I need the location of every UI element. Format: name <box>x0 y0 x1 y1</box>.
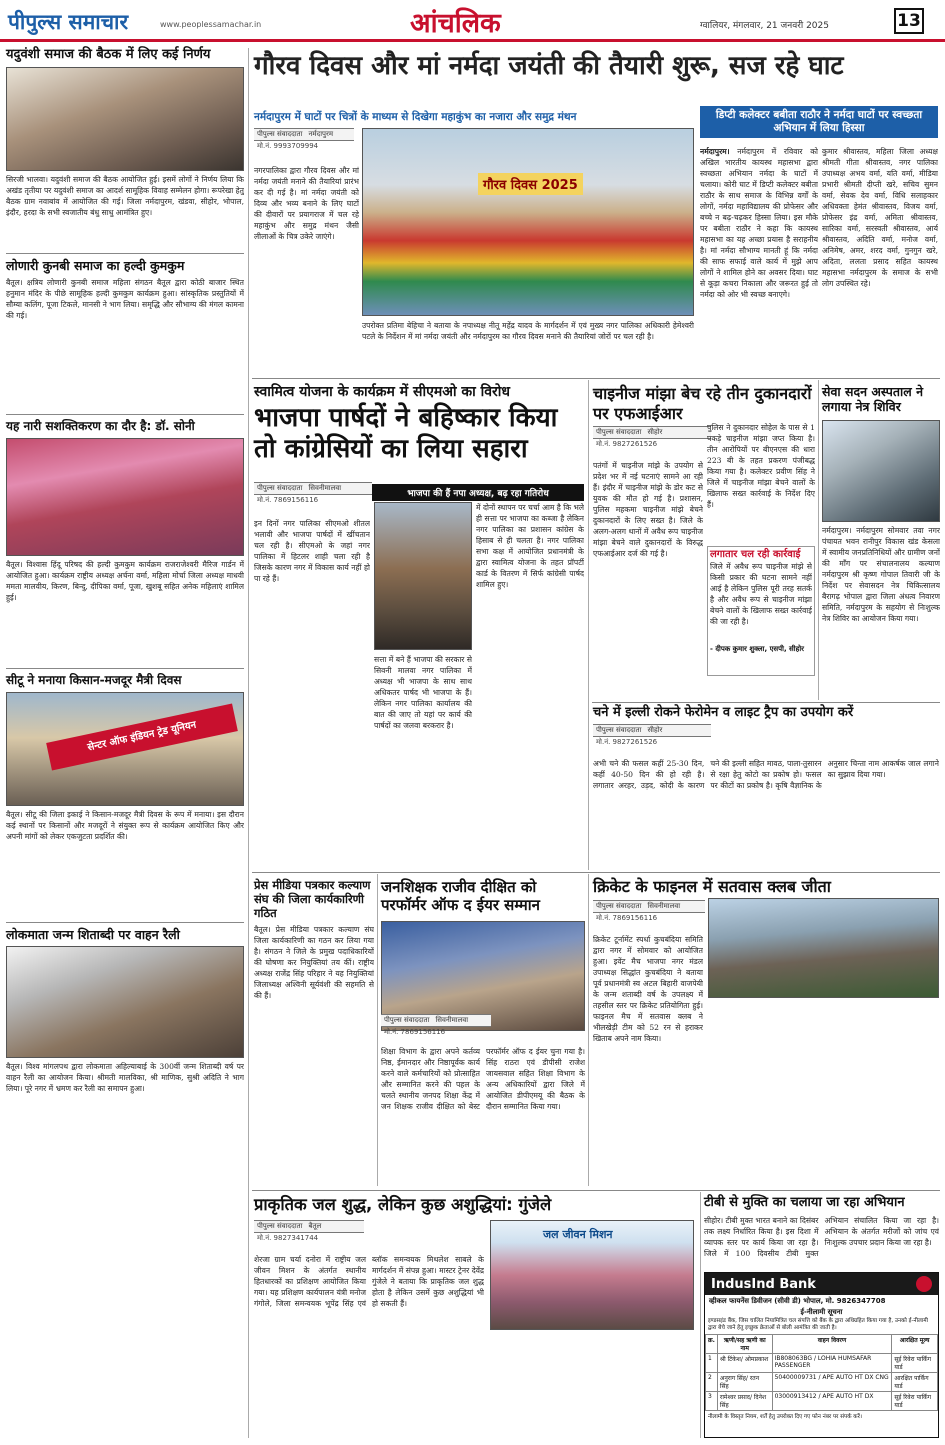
byline-mobile: मो.नं. 7869156116 <box>596 914 658 922</box>
meeting-photo <box>6 67 244 171</box>
water-byline <box>254 1220 364 1244</box>
lead-headline: गौरव दिवस और मां नर्मदा जयंती की तैयारी शुरू, सज रहे घाट <box>254 51 844 81</box>
manjha-body-2: पुलिस ने दुकानदार सोहेल के पास से 1 पकड़े चाइनीज मांझा जप्त किया है। तीन आरोपियों पर बीएनएस की धारा 223 बी के तहत प्रकरण पंजीबद्ध किया गया है। कलेक्टर प्रवीण सिंह ने जिले में चाइनीज मांझा बेचने वालों के खिलाफ सख्त कार्रवाई के निर्देश दिए हैं। <box>707 423 815 509</box>
auction-table <box>705 1334 938 1411</box>
eye-camp-story <box>822 384 940 693</box>
byline-mobile: मो.नं. 9993709994 <box>257 142 319 150</box>
ghat-photo <box>362 128 694 316</box>
story-headline: सीटू ने मनाया किसान-मजदूर मैत्री दिवस <box>6 668 244 688</box>
byline-source: पीपुल्स संवाददाता <box>257 1222 303 1230</box>
cricket-photo <box>708 898 939 998</box>
water-body-2 <box>490 1334 694 1430</box>
manjha-byline <box>593 426 711 450</box>
table-cell: 2 <box>706 1372 718 1391</box>
sidebar-body-text: नर्मदापुरम में रविवार को अखिल भारतीय कायस्थ महासभा द्वारा स्वच्छता अभियान नर्मदा के घाटों में चलाया। कोरी घाट में डिप्टी कलेक्टर बबीता राठौर के साथ समाज के विभिन्न वर्गों के लोगों, नर्मदा महाविद्यालय की प्रोफेसर और बच्चे न बढ़-चढ़कर हिस्सा लिया। इस मौके पर बबीता राठौर ने कहा कि कायस्थ महासभा का यह अच्छा प्रयास है सराहनीय है। मां नर्मदा सौभाग्य मानती हूं कि नर्मदा की साफ सफाई वाले कार्य में मुझे आप लोगों ने शामिल होने का अवसर दिया। घाट से कूड़ा कचरा निकाला और जरूरत हुई तो नर्मदा को ओर भी स्वच्छ बनाएगे। <box>700 147 818 299</box>
table-row <box>706 1353 938 1372</box>
eye-camp-body: नर्मदापुरम। नर्मदापुरम सोमवार तवा नगर पंचायत भवन रानीपुर विकास खंड केसला में स्वामीय जनप्रतिनिधियों और ग्रामीण जनों की माँग पर संचालनालय कल्याण नर्मदापुरम श्री कृष्ण गोपाल तिवारी जी के निर्देश पर सेवासदन नेत्र चिकित्सालय बैरागढ़ भोपाल द्वारा जिला अंधत्व निवारण समिति, नर्मदापुरम के सहयोग से निःशुल्क नेत्र शिविर का आयोजन किया गया। <box>822 526 940 623</box>
lead-body-2: उपरोक्त प्रतिमा बेहिचा ने बताया के नपाध्यक्ष नीतू महेंद्र यादव के मार्गदर्शन में एवं मुख्य नगर पालिका अधिकारी हेमेश्वरी पटले के निर्देशन में मां नर्मदा जयंती और नर्मदापुरम का गौरव दिवस मनाने की तैयारियां जोरों पर चल रही है। <box>362 321 694 341</box>
box-title: लगातार चल रही कार्रवाई <box>710 549 801 560</box>
lead-story <box>254 52 939 82</box>
water-headline: प्राकृतिक जल शुद्ध, लेकिन कुछ अशुद्धियां: गुंजेले <box>254 1195 552 1214</box>
mid-body-1: इन दिनों नगर पालिका सीएमओ शीतल भलावी और भाजपा पार्षदों में खींचतान चल रही है। सीएमओ के जहां नगर पालिका में हिटलर शाही चला रही है जिसके कारण नगर में विकास कार्य नहीं हो पा रहे हैं। <box>254 519 370 583</box>
table-cell: IB808063BG / LOHIA HUMSAFAR PASSENGER <box>772 1353 892 1372</box>
press-club-story <box>254 878 374 1202</box>
table-row <box>706 1391 938 1410</box>
sidebar-place: नर्मदापुरम। <box>700 147 730 156</box>
byline-place: सिवनीमालवा <box>435 1016 469 1024</box>
tb-headline: टीबी से मुक्ति का चलाया जा रहा अभियान <box>704 1195 905 1210</box>
forecast-body: अभी चने की फसल कहीं 25-30 दिन, कहीं 40-50 दिन की हो रही है। लगातार अरहर, उड़द, कोदी के कारण चने की इल्ली सहित मावठ, पाला-तुसारन से रक्षा हेतु कोटो का प्रकोष हो। फसल पर कीटों का प्रकोष है। कृषि वैज्ञानिक के अनुसार चिन्ता नाम आकर्षक जाल लगाने का सुझाव दिया गया। <box>593 759 939 790</box>
eye-camp-headline: सेवा सदन अस्पताल ने लगाया नेत्र शिविर <box>822 384 924 414</box>
union-banner: सेन्टर ऑफ इंडियन ट्रेड यूनियन <box>46 703 238 770</box>
table-cell: 50400009731 / APE AUTO HT DX CNG <box>772 1372 892 1391</box>
cricket-body: क्रिकेट टूर्नामेंट स्पर्धा कुचबंदिया समिति द्वारा नगर में सोमवार को आयोजित हुआ। इवेंट मैच भाजपा नगर मंडल उपाध्यक्ष सिद्धांत कुचबंदिया ने बताया पूर्व प्रधानमंत्री स्व अटल बिहारी वाजपेयी के जन्म शताब्दी वर्ष के उपलक्ष्य में तहसील स्तर पर क्रिकेट प्रतियोगिता हुई। फाइनल मैच में सतवास क्लब ने भीलखेड़ी टीम को 52 रन से हराकर खिताब अपने नाम किया। <box>593 935 703 1043</box>
byline-place: नर्मदापुरम <box>308 130 334 138</box>
section-rule <box>252 1190 940 1191</box>
ad-notice: ई-नीलामी सूचना <box>800 1308 843 1316</box>
rally-photo <box>6 946 244 1058</box>
byline-mobile: मो.नं. 9827261526 <box>596 440 658 448</box>
story-body: बैतूल। विश्व मांगलपथ द्वारा लोकमाता अहिल्याबाई के 300वीं जन्म शिताब्दी वर्ष पर वाहन रैली का आयोजन किया। श्रीमती मालविका, श्री माणिक, सुश्री अदिति ने भाग लिया। पूरे नगर में भ्रमण कर रैली का समापन हुआ। <box>6 1062 244 1094</box>
box-body: जिले में अवैध रूप चाइनीज मांझे से किसी प्रकार की घटना सामने नहीं आई है लेकिन पुलिस पूरी तरह सतर्क है और अवैध रूप से चाइनीज मांझा बेचने वालों के खिलाफ सख्त कार्रवाई की जा रही है। <box>710 561 812 626</box>
table-cell: अनुराग सिंह/ रतन सिंह <box>717 1372 772 1391</box>
masthead <box>0 0 945 42</box>
column-divider <box>248 48 249 1438</box>
story-body: बैतूल। सीटू की जिला इकाई ने किसान-मजदूर मैत्री दिवस के रूप में मनाया। इस दौरान कई स्थानों पर किसानों और मजदूरों ने संयुक्त रूप से कार्यक्रम आयोजित किए और अपनी मांगों को लेकर एकजुटता प्रदर्शित की। <box>6 809 244 841</box>
table-cell: 1 <box>706 1353 718 1372</box>
indusind-ad <box>704 1272 939 1438</box>
mid-body-2: सत्ता में बने हैं भाजपा की सरकार से सिवनी मालवा नगर पालिका में अध्यक्ष भी भाजपा के साथ साथ अधिकतर पार्षद भी भाजपा के हैं। लेकिन नगर पालिका कार्यालय की बात की जाए तो यहां पर कार्य की पार्षदों का जलवा बरकरार है। <box>374 655 472 730</box>
byline-mobile: मो.नं. 7869156116 <box>384 1028 446 1036</box>
page-number: 13 <box>894 8 924 34</box>
story-headline: यह नारी सशक्तिकरण का दौर है: डॉ. सोनी <box>6 414 244 434</box>
forecast-byline <box>593 724 711 748</box>
table-header: क्र. <box>706 1334 718 1353</box>
story-headline: यदुवंशी समाज की बैठक में लिए कई निर्णय <box>6 47 211 62</box>
box-signature: - दीपक कुमार शुक्ला, एसपी, सीहोर <box>710 644 804 653</box>
women-group-photo <box>6 438 244 556</box>
table-cell: रामेश्वर प्रसाद/ दिनेश सिंह <box>717 1391 772 1410</box>
story-body: सिरजी भालवा। यदुवंशी समाज की बैठक आयोजित हुई। इसमें लोगों ने निर्णय लिया कि अखंड तृतीया पर यदुवंशी समाज का आदर्श सामूहिक विवाह सम्मेलन होगा। रूपरेखा हेतु बैठक ग्राम नवाबांव में आयोजित की गई। जिला नर्मदापुरम, खंडवा, सीहोर, भोपाल, इंदौर, हरदा के सभी स्वजातीय बंधु साधु आमंत्रित हुए। <box>6 174 244 217</box>
column-divider <box>588 874 589 1186</box>
table-cell: 3 <box>706 1391 718 1410</box>
manjha-box <box>707 546 815 676</box>
table-cell: सूई रिवेरा पार्किंग यार्ड <box>892 1353 938 1372</box>
story-body: बैतूल। क्षत्रिय लोणारी कुनबी समाज महिला संगठन बैतूल द्वारा कोठी बाजार स्थित हनुमान मंदिर के पीछे सामूहिक हल्दी कुमकुम कार्यक्रम हुआ। सांस्कृतिक प्रस्तुतियों में सौम्या कलिंग, पूजा टिकले, मानसी ने भाग लिया। समृद्धि और सौभाग्य की मंगल कामना की गई। <box>6 278 244 321</box>
byline-place: सिवनीमालवा <box>308 484 342 492</box>
water-body: शेरजा ग्राम चर्या दनोरा में राष्ट्रीय जल जीवन मिशन के अंतर्गत स्थानीय हितधारकों का प्रशिक्षण आयोजित किया गया। यह प्रशिक्षण कार्यपालन यंत्री मनोज गंगोले, जिला समन्वयक भूपेंद्र सिंह एवं ब्लॉक समन्वयक मिथलेश साबले के मार्गदर्शन में संपन्न हुआ। मास्टर ट्रेनर देवेंद्र गुंजेले ने बताया कि प्राकृतिक जल शुद्ध होता है लेकिन उसमें कुछ अशुद्धियां भी हो सकती हैं। <box>254 1255 484 1308</box>
ad-footer: नीलामी के विस्तृत नियम, शर्तें हेतु उपरोक्त दिए गए फोन नंबर पर संपर्क करें। <box>708 1413 862 1420</box>
column-divider <box>377 874 378 1186</box>
lead-body-1: नगरपालिका द्वारा गौरव दिवस और मां नर्मदा जयंती मनाने की तैयारियां प्रारंभ कर दी गई है। मां नर्मदा जयंती को दिव्य और भव्य बनाने के लिए घाटों की दीवारों पर प्रयागराज में चल रहे महाकुंभ और समुद्र मंथन जैसी लीलाओं के चित्र उकेरे जाएंगे। <box>254 166 359 241</box>
brand-logo[interactable]: पीपुल्स समाचार <box>8 10 129 34</box>
lead-byline <box>254 128 354 152</box>
dateline: ग्वालियर, मंगलवार, 21 जनवरी 2025 <box>700 21 829 31</box>
cricket-headline: क्रिकेट के फाइनल में सतवास क्लब जीता <box>593 877 831 896</box>
story-headline: लोकमाता जन्म शिताब्दी पर वाहन रैली <box>6 922 244 942</box>
table-cell: सूई रिवेरा पार्किंग यार्ड <box>892 1391 938 1410</box>
sidebar-headline: डिप्टी कलेक्टर बबीता राठौर ने नर्मदा घाटों पर स्वच्छता अभियान में लिया हिस्सा <box>700 106 938 138</box>
table-row <box>706 1372 938 1391</box>
protest-photo <box>6 692 244 806</box>
ghat-sign: गौरव दिवस 2025 <box>478 173 583 195</box>
section-title: आंचलिक <box>410 8 501 39</box>
mid-byline <box>254 482 372 506</box>
ad-intro: इण्डसइंड बैंक, जिस चालित नियामित्रित चल संपत्ति को बैंक के द्वारा अधिग्रहित किया गया है, उनको ई-नीलामी द्वारा बेचे जाने हेतु इच्छुक क्रेताओं से बोली आमंत्रित की जाती है। <box>708 1318 928 1332</box>
manjha-story <box>593 384 815 423</box>
byline-source: पीपुल्स संवाददाता <box>384 1016 430 1024</box>
section-rule <box>252 872 940 873</box>
water-photo <box>490 1220 694 1330</box>
manjha-headline: चाइनीज मांझा बेच रहे तीन दुकानदारों पर एफआईआर <box>593 384 812 423</box>
office-photo <box>374 502 472 650</box>
website-link[interactable]: www.peoplessamachar.in <box>160 20 262 29</box>
tb-body: सीहोर। टीबी मुक्त भारत बनाने का दिसंबर तक लक्ष्य निर्धारित किया है। इस दिशा में व्यापक स्तर पर कार्य किया जा रहा है। जिले में 100 दिवसीय टीबी मुक्त अभियान संचालित किया जा रहा है। अभियान के अंतर्गत मरीजों को जांच एवं निःशुल्क उपचार प्रदान किया जा रहा है। <box>704 1215 939 1258</box>
byline-place: सीहोर <box>647 726 663 734</box>
byline-source: पीपुल्स संवाददाता <box>596 428 642 436</box>
press-club-body: बैतूल। प्रेस मीडिया पत्रकार कल्याण संघ जिला कार्यकारिणी का गठन कर लिया गया है। संगठन ने जिले के प्रमुख पदाधिकारियों की घोषणा कर नियुक्तियां तय कीं। राष्ट्रीय अध्यक्ष राजेंद्र सिंह परिहार ने यह नियुक्तियां जिलाध्यक्ष अश्विनी सूर्यवंशी की सहमति से की हैं। <box>254 925 374 1001</box>
table-cell: आरक्षित पार्किंग यार्ड <box>892 1372 938 1391</box>
press-club-headline: प्रेस मीडिया पत्रकार कल्याण संघ की जिला कार्यकारिणी गठित <box>254 878 371 921</box>
column-divider <box>700 1192 701 1438</box>
table-header: वाहन विवरण <box>772 1334 892 1353</box>
teacher-body: शिक्षा विभाग के द्वारा अपने कर्तव्य निष्ठ, ईमानदार और निष्ठापूर्वक कार्य करने वाले कर्मचारियों को प्रोत्साहित और सम्मानित करने की पहल के चलते स्थानीय जनपद शिक्षा केंद्र में जन शिक्षक राजीव दीक्षित को बेस्ट परफॉर्मर ऑफ द ईयर चुना गया है। सिंह राठरा एवं डीपीसी राजेश जायसवाल सहित शिक्षा विभाग के अन्य अधिकारियों द्वारा जिले में आयोजित डीपीएमयू की बैठक के दौरान सम्मानित किया गया। <box>381 1047 585 1111</box>
table-header: आरक्षित मूल्य <box>892 1334 938 1353</box>
byline-source: पीपुल्स संवाददाता <box>596 902 642 910</box>
sidebar-body <box>700 146 818 372</box>
lead-subhead: नर्मदापुरम में घाटों पर चित्रों के माध्यम से दिखेगा महाकुंभ का नजारा और समुद्र मंथन <box>254 111 577 123</box>
teacher-byline <box>381 1014 491 1038</box>
sidebar-body-2: कुमार श्रीवास्तव, महिला जिला अध्यक्ष श्रीमती गीता श्रीवास्तव, नगर पालिका उपाध्यक्ष अभय वर्मा, यति वर्मा, मीडिया प्रभारी श्रीमती दीप्ती खरे, सचिव सुमन वर्मा, सेवक देव वर्मा, विधि सलाहकार अधिवक्ता हेमंत श्रीवास्तव, विजय वर्मा, प्रोफेसर इंद्र वर्मा, अमिता श्रीवास्तव, सारिका वर्मा, सरस्वती श्रीवास्तव, आर्य श्रीवास्तव, अदिति वर्मा, मनोज वर्मा, अनिमेष, अमर, शरद वर्मा, गुनगुन खरे, अदिता, ललता प्रसाद सहित कायस्थ महासभा नर्मदापुरम के समाज के सभी लोग उपस्थित रहे। <box>822 147 938 288</box>
eye-camp-photo <box>822 420 940 522</box>
table-cell: श्री टिंकेश/ ओमप्रकाश <box>717 1353 772 1372</box>
mid-tag: भाजपा की हैं नपा अध्यक्ष, बढ़ रहा गतिरोध <box>372 484 584 501</box>
water-banner: जल जीवन मिशन <box>543 1228 613 1241</box>
section-rule <box>592 702 940 703</box>
mid-body-3: में दोनों स्थापन पर चर्चा आम है कि भले ही सत्ता पर भाजपा का कब्जा है लेकिन नगर पालिका का प्रशासन कांग्रेस के हिसाब से ही चलता है। नगर पालिका सभा कक्ष में आयोजित प्रधानमंत्री के द्वारा स्वामित्व योजना के तहत प्रॉपर्टी कार्ड के वितरण में सिर्फ कांग्रेसी पार्षद शामिल हुए। <box>476 503 584 589</box>
story-headline: लोणारी कुनबी समाज का हल्दी कुमकुम <box>6 253 244 273</box>
story-body: बैतूल। विश्वास हिंदू परिषद की हल्दी कुमकुम कार्यक्रम राजराजेश्वरी मैरिज गार्डन में आयोजित हुआ। कार्यक्रम राष्ट्रीय अध्यक्ष अर्चना वर्मा, महिला मोर्चा जिला अध्यक्ष माधवी ममता मालवीय, किरण, बिन्दु, दीपिका वर्मा, पूजा, खुशबू सहित अनेक महिलाएं शामिल हुई। <box>6 560 244 603</box>
byline-place: बैतूल <box>308 1222 322 1230</box>
byline-mobile: मो.नं. 7869156116 <box>257 496 319 504</box>
bank-name[interactable]: IndusInd Bank <box>711 1276 816 1292</box>
ad-branch: व्हीकल फायनेंस डिवीजन (सीवी डी) भोपाल, मो. 9826347708 <box>709 1297 886 1305</box>
tb-story <box>704 1196 939 1267</box>
column-divider <box>588 380 589 870</box>
byline-mobile: मो.नं. 9827341744 <box>257 1234 319 1242</box>
mid-lead-story <box>254 384 584 464</box>
mid-kicker: स्वामित्व योजना के कार्यक्रम में सीएमओ का विरोध <box>254 384 511 400</box>
manjha-body: पतंगों में चाइनीज मांझे के उपयोग से प्रदेश भर में नई घटनाएं सामने आ रही हैं। इंदौर में चाइनीज मांझे के डोर कट से युवक की मौत हो गई है। प्रशासन, पुलिस महकमा चाइनीज मांझे बेचने दुकानदारों के लिए सख्त है। जिले के अलग-अलग थानों में अवैध रूप चाइनीज मांझा बेचने वाले दुकानदारों के विरुद्ध एफआईआर दर्ज की गई है। <box>593 461 703 558</box>
left-column <box>6 48 244 1253</box>
column-divider <box>818 380 819 700</box>
section-rule <box>252 378 940 379</box>
forecast-headline: चने में इल्ली रोकने फेरोमेन व लाइट ट्रैप का उपयोग करें <box>593 705 854 720</box>
byline-source: पीपुल्स संवाददाता <box>596 726 642 734</box>
byline-mobile: मो.नं. 9827261526 <box>596 738 658 746</box>
teacher-story <box>381 878 585 1031</box>
byline-source: पीपुल्स संवाददाता <box>257 130 303 138</box>
table-cell: 03000913412 / APE AUTO HT DX <box>772 1391 892 1410</box>
bank-logo-icon <box>916 1276 932 1292</box>
sidebar-news <box>700 106 938 138</box>
cricket-story <box>593 878 939 896</box>
teacher-headline: जनशिक्षक राजीव दीक्षित को परफॉर्मर ऑफ द ईयर सम्मान <box>381 878 540 915</box>
byline-source: पीपुल्स संवाददाता <box>257 484 303 492</box>
byline-place: सिवनीमालवा <box>647 902 681 910</box>
table-header: ऋणी/सह ऋणी का नाम <box>717 1334 772 1353</box>
cricket-byline <box>593 900 705 924</box>
byline-place: सीहोर <box>647 428 663 436</box>
mid-headline: भाजपा पार्षदों ने बहिष्कार किया तो कांग्रेसियों का लिया सहारा <box>254 403 558 464</box>
